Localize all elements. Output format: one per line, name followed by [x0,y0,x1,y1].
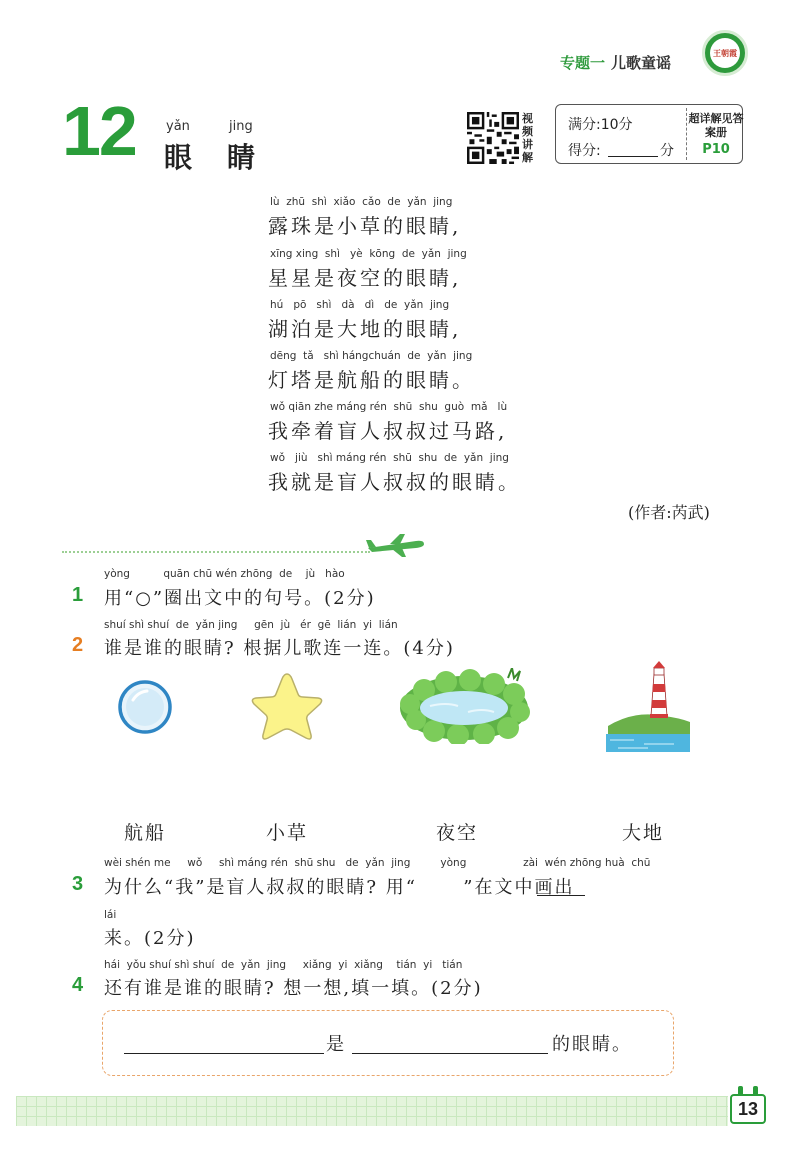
question-3-pinyin: wèi shén me wǒ shì máng rén shū shu de yǎn jing yòng zài wén zhōng huà chū [104,857,651,869]
question-4-text: 还有谁是谁的眼睛? 想一想,填一填。(2分) [104,978,483,999]
poem-pinyin-1: lù zhū shì xiǎo cǎo de yǎn jing [270,196,453,208]
lake-icon[interactable] [396,668,532,744]
answer-reference: 超详解见答案册 [688,112,744,139]
full-score: 满分:10分 [568,117,633,133]
match-option-4[interactable]: 大地 [622,822,665,844]
footer-grid-band [16,1096,728,1126]
brand-logo-text: 王朝霞 [710,38,740,68]
question-2-pinyin: shuí shì shuí de yǎn jing gēn jù ér gē lián yi lián [104,619,398,631]
page-number: 13 [730,1094,766,1124]
answer-connector: 是 [326,1034,344,1055]
poem-pinyin-5: wǒ qiān zhe máng rén shū shu guò mǎ lù [270,401,508,413]
title-pinyin-2: jing [229,119,253,134]
lesson-number: 12 [62,92,136,170]
question-1-number: 1 [72,584,84,606]
answer-blank-2[interactable] [352,1053,548,1054]
question-3-text-line-2: 来。(2分) [104,928,196,949]
dewdrop-icon[interactable] [116,678,174,736]
brand-logo [702,30,748,76]
question-4-pinyin: hái yǒu shuí shì shuí de yǎn jing xiǎng yi xiǎng tián yi tián [104,959,463,971]
question-2-number: 2 [72,634,84,656]
poem-line-1: 露珠是小草的眼睛, [268,214,462,238]
answer-page: P10 [702,142,730,157]
answer-ending: 的眼睛。 [552,1034,632,1055]
header-topic [560,52,671,73]
poem-author: (作者:芮武) [628,503,710,522]
question-2-text: 谁是谁的眼睛? 根据儿歌连一连。(4分) [104,638,455,659]
poem-pinyin-3: hú pō shì dà dì de yǎn jing [270,299,450,311]
topic-name: 儿歌童谣 [611,54,672,72]
score-label: 得分: [568,143,601,159]
section-divider [62,551,370,553]
match-option-3[interactable]: 夜空 [436,822,479,844]
poem-line-6: 我就是盲人叔叔的眼睛。 [268,470,521,494]
title-char-1: 眼 [164,141,193,174]
qr-label: 视频讲解 [522,112,533,164]
poem-pinyin-6: wǒ jiù shì máng rén shū shu de yǎn jing [270,452,509,464]
answer-blank-1[interactable] [124,1053,324,1054]
topic-label: 专题一 [560,54,606,72]
star-icon[interactable] [248,670,326,744]
score-input-line[interactable] [608,156,658,157]
airplane-icon [364,532,426,558]
question-3-text: 为什么“我”是盲人叔叔的眼睛? 用“ ”在文中画出 [104,877,575,898]
question-1-text: 用“○”圈出文中的句号。(2分) [104,588,376,609]
question-1-pinyin: yòng quān chū wén zhōng de jù hào [104,568,345,580]
question-4-number: 4 [72,974,84,996]
title-pinyin-1: yǎn [166,119,190,134]
qr-code-icon[interactable] [467,112,519,164]
question-3-pinyin-line-2: lái [104,909,117,921]
match-option-1[interactable]: 航船 [124,822,167,844]
poem-line-4: 灯塔是航船的眼睛。 [268,368,475,392]
poem-line-2: 星星是夜空的眼睛, [268,266,462,290]
score-unit: 分 [660,143,674,159]
score-divider [686,108,687,160]
question-3-underline-sample [537,895,585,896]
poem-pinyin-2: xīng xing shì yè kōng de yǎn jing [270,248,467,260]
match-option-2[interactable]: 小草 [266,822,309,844]
title-char-2: 睛 [227,141,256,174]
question-3-number: 3 [72,873,84,895]
lighthouse-icon[interactable] [604,660,690,752]
poem-line-5: 我牵着盲人叔叔过马路, [268,419,508,443]
poem-pinyin-4: dēng tǎ shì hángchuán de yǎn jing [270,350,473,362]
poem-line-3: 湖泊是大地的眼睛, [268,317,462,341]
